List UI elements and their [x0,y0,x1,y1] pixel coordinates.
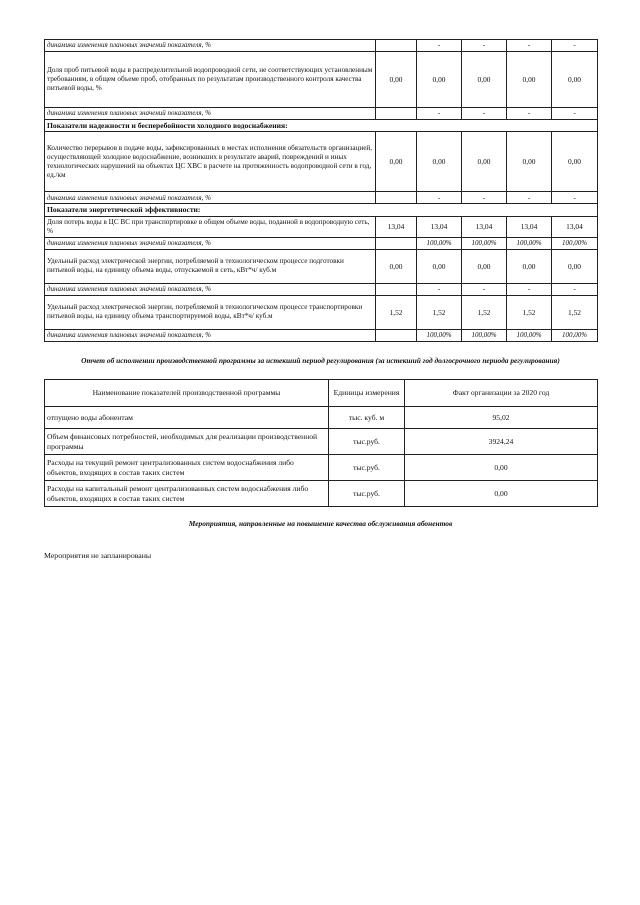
indicator-value [376,192,417,204]
indicator-value: 0,00 [376,52,417,108]
indicator-row [45,249,598,283]
section-title: Показатели надежности и бесперебойности холодного водоснабжения: [45,120,598,132]
indicator-value: 100,00% [552,237,598,249]
indicators-table [44,39,598,342]
indicator-value: 100,00% [507,329,552,341]
indicator-value: - [507,283,552,295]
indicator-value: 100,00% [462,237,507,249]
indicator-value: - [417,108,462,120]
indicator-value: 0,00 [376,249,417,283]
indicator-value: - [417,283,462,295]
indicator-label: Доля проб питьевой воды в распределительной водопроводной сети, не соответствующих установленным требованиям, в общем объеме проб, отобранных по результатам производственного контроля качества питьевой воды, % [45,52,376,108]
production-program-table [44,379,598,507]
indicator-row [45,132,598,192]
dynamics-row [45,192,598,204]
report-caption: Отчет об исполнении производственной программы за истекший период регулирования (за истекший год долгосрочного периода регулирования) [81,356,560,365]
indicator-value [376,329,417,341]
row-unit: тыс.руб. [329,429,405,455]
indicator-label: Удельный расход электрической энергии, потребляемой в технологическом процессе подготовки питьевой воды, на единицу объема воды, отпускаемой в сеть, кВт*ч/ куб.м [45,249,376,283]
indicator-label: Доля потерь воды в ЦС ВС при транспортировке в общем объеме воды, поданной в водопроводную сеть, % [45,216,376,237]
indicator-label: динамика изменения плановых значений показателя, % [45,237,376,249]
indicator-value: 0,00 [462,249,507,283]
indicator-value [376,108,417,120]
indicator-value: - [552,283,598,295]
indicator-value: 0,00 [552,52,598,108]
table-row [45,455,598,481]
row-unit: тыс.руб. [329,455,405,481]
indicator-value: 13,04 [417,216,462,237]
indicator-value: 13,04 [507,216,552,237]
indicator-value: 1,52 [462,295,507,329]
indicator-value: - [552,108,598,120]
measures-caption: Мероприятия, направленные на повышение качества обслуживания абонентов [188,519,453,528]
row-unit: тыс.руб. [329,481,405,507]
indicator-value: 1,52 [507,295,552,329]
row-name: отпущено воды абонентам [45,407,329,429]
section-title: Показатели энергетической эффективности: [45,204,598,216]
indicator-value: - [417,40,462,52]
indicator-label: динамика изменения плановых значений показателя, % [45,192,376,204]
indicator-value: 100,00% [552,329,598,341]
indicator-value: 0,00 [376,132,417,192]
indicator-label: Удельный расход электрической энергии, потребляемой в технологическом процессе транспортировки питьевой воды, на единицу объема транспортируемой воды, кВт*ч/ куб.м [45,295,376,329]
indicator-value: 1,52 [417,295,462,329]
indicator-label: динамика изменения плановых значений показателя, % [45,283,376,295]
table-row [45,407,598,429]
indicator-value: - [552,192,598,204]
indicator-value: - [507,108,552,120]
row-value: 0,00 [405,455,598,481]
row-value: 3924,24 [405,429,598,455]
indicator-value: 13,04 [552,216,598,237]
indicator-value: - [417,192,462,204]
indicator-value: 1,52 [376,295,417,329]
indicator-value: - [462,40,507,52]
measures-text: Мероприятия не запланированы [44,551,152,560]
indicator-label: динамика изменения плановых значений показателя, % [45,108,376,120]
indicator-value: - [462,192,507,204]
row-unit: тыс. куб. м [329,407,405,429]
indicator-value: - [552,40,598,52]
header-fact: Факт организации за 2020 год [405,380,598,407]
indicator-value: - [462,283,507,295]
indicator-value: 100,00% [417,329,462,341]
header-indicator-name: Наименование показателей производственной программы [45,380,329,407]
indicator-label: Количество перерывов в подаче воды, зафиксированных в местах исполнения обязательств организацией, осуществляющей холодное водоснабжение, возникших в результате аварий, повреждений и иных технологических нарушений на объектах ЦС ХВС в расчете на протяженность водопроводной сети в год, ед./км [45,132,376,192]
indicator-value [376,237,417,249]
indicator-value: 0,00 [417,52,462,108]
indicator-label: динамика изменения плановых значений показателя, % [45,40,376,52]
indicator-row [45,216,598,237]
indicator-value: - [462,108,507,120]
row-name: Объем финансовых потребностей, необходимых для реализации производственной программы [45,429,329,455]
section-header-row [45,120,598,132]
indicator-value: 0,00 [507,52,552,108]
table-row [45,429,598,455]
indicator-value: 0,00 [462,52,507,108]
dynamics-row [45,40,598,52]
indicator-value: 100,00% [462,329,507,341]
row-value: 95,02 [405,407,598,429]
indicator-value [376,40,417,52]
indicator-value: 0,00 [462,132,507,192]
section-header-row [45,204,598,216]
indicator-value: 100,00% [507,237,552,249]
indicator-row [45,295,598,329]
indicator-value: 0,00 [552,132,598,192]
indicator-value: 0,00 [507,132,552,192]
indicator-label: динамика изменения плановых значений показателя, % [45,329,376,341]
row-name: Расходы на капитальный ремонт централизованных систем водоснабжения либо объектов, входящих в состав таких систем [45,481,329,507]
indicator-value: 13,04 [376,216,417,237]
dynamics-row [45,283,598,295]
indicator-value: - [507,40,552,52]
table-row [45,481,598,507]
indicator-value [376,283,417,295]
row-name: Расходы на текущий ремонт централизованных систем водоснабжения либо объектов, входящих в состав таких систем [45,455,329,481]
dynamics-row [45,329,598,341]
indicator-value: 0,00 [507,249,552,283]
indicator-value: 0,00 [417,132,462,192]
indicator-value: - [507,192,552,204]
row-value: 0,00 [405,481,598,507]
indicator-value: 100,00% [417,237,462,249]
indicator-value: 1,52 [552,295,598,329]
indicator-row [45,52,598,108]
indicator-value: 0,00 [417,249,462,283]
header-unit: Единицы измерения [329,380,405,407]
dynamics-row [45,237,598,249]
indicator-value: 0,00 [552,249,598,283]
indicator-value: 13,04 [462,216,507,237]
dynamics-row [45,108,598,120]
